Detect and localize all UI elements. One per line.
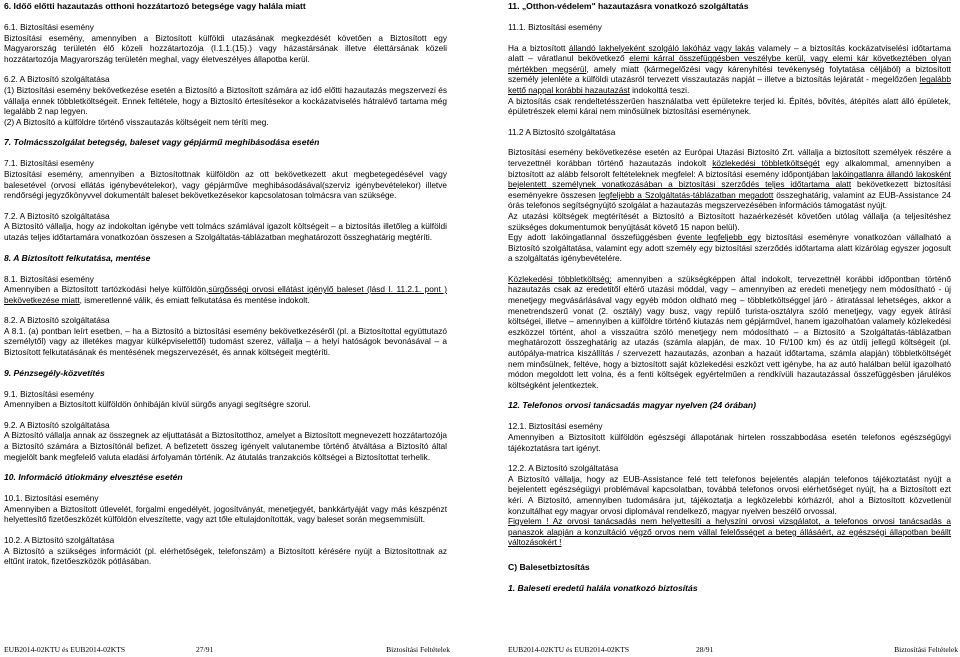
- section-8-1-text: Amennyiben a Biztosított tartózkodási helye külföldön,sürgősségi orvosi ellátást igénylő baleset (lásd I. 11.2.1. pont ) bekövetkezése miatt, ismeretlenné válik, és emiatt felkutatása és mentése indokolt.: [4, 284, 447, 305]
- section-12-2-text: A Biztosító vállalja, hogy az EUB-Assistance felé tett telefonos bejelentés alapján telefonos tájékoztatást nyújt a bejelentett egészségügyi problémával kapcsolatban, továbbá telefonos orvosi elérhetőséget nyújt, ha a Biztosított ezt kéri. A Biztosító, amennyiben tudomására jut, tájékoztatja a legközelebbi kórházról, ahol a Biztosított közvetlenül konzultálhat egy magyar orvosi diplomával rendelkező, magyar nyelven beszélő orvossal.: [508, 473, 951, 516]
- section-12-1-text: Amennyiben a Biztosított külföldön egészségi állapotának hirtelen rosszabbodása esetén telefonos egészségügyi tájékoztatásra tart igényt.: [508, 432, 951, 453]
- section-6-2-text2: (2) A Biztosító a külföldre történő visszautazás költségeit nem téríti meg.: [4, 116, 269, 127]
- section-6-1-title: 6.1. Biztosítási esemény: [4, 22, 94, 32]
- footer-right: [508, 644, 958, 656]
- section-10-1-title: 10.1. Biztosítási esemény: [4, 493, 99, 504]
- section-11-1-text: Ha a biztosított állandó lakhelyeként szolgáló lakóház vagy lakás valamely – a biztosítás kockázatviselési időtartama alatt – váratlanul bekövetkező elemi kárral összefüggésben veszélybe kerül, vagy elemi kár következtében olyan mértékben megsérül, amely miatt (kármegelőzési vagy kárenyhítési tevékenység folytatása céljából) a biztosított személy jelenléte a külföldi utazásról tervezett visszautazás napját – illetve a biztosítás lejáratát - megelőzően legalább kettő nappal korábbi hazautazást indokolttá teszi.: [508, 42, 952, 95]
- section-11-1-title: 11.1. Biztosítási esemény: [508, 22, 602, 32]
- footer-right-title: Biztosítási Feltételek: [894, 645, 958, 654]
- section-12-2-warning: Figyelem ! Az orvosi tanácsadás nem helyettesíti a helyszíni orvosi vizsgálatot, a telefonos orvosi tanácsadás a panaszok alapján a konzultáció végző orvos nem vállal felelősséget a beteg állásáért, az egészségi állapotban beállt változásokért !: [508, 516, 951, 548]
- section-11-2-para2: Az utazási költségek megtérítését a Biztosító a Biztosított hazaérkezését követően utólag vállalja (a teljesítéshez szükséges dokumentumok benyújtását követő 15 napon belül).: [508, 210, 951, 232]
- section-6-2-text: (1) Biztosítási esemény bekövetkezése esetén a Biztosító a Biztosított számára az idő előtti hazautazás megszervezi és vállalja ennek többletköltségeit. Ennek feltétele, hogy a Biztosító értesítésekor a kockázatviselés hátralévő tartama még legalább 2 nap legyen.: [4, 84, 447, 117]
- footer-left-code: EUB2014-02KTU és EUB2014-02KTS: [4, 645, 126, 654]
- section-6-2-title: 6.2. A Biztosító szolgáltatása: [4, 74, 110, 85]
- section-9-2-text: A Biztosító vállalja annak az összegnek az eljuttatását a Biztosítotthoz, amelyet a Biztosított megnevezett hozzátartozója a Biztosító számára a Biztosítónál befizet. A befizetett összeg igényelt valutanembe történő átváltása a Biztosító által megjelölt bank megfelelő valuta eladási árfolyamán történik. Az átutalás tranzakciós költségei a Biztosítottat terhelik.: [4, 430, 447, 462]
- right-page: [508, 0, 951, 594]
- section-7-2-text: A Biztosító vállalja, hogy az indokoltan igénybe vett tolmács számlával igazolt költségeit – a biztosítás illetőleg a külföldi utazás teljes időtartamára vonatkozóan összesen a Szolgáltatás-táblázatban meghatározott összeghatárig megtéríti.: [4, 221, 447, 242]
- section-c-heading: C) Balesetbiztosítás: [508, 561, 590, 572]
- section-11-1-text2: A biztosítás csak rendeltetésszerűen használatba vett épületekre terjed ki. Építés, bővítés, átépítés alatt álló épületek, épületrészek elemi kárai nem minősülnek biztosítási eseménynek.: [508, 95, 951, 117]
- section-11-heading: 11. „Otthon-védelem" hazautazásra vonatkozó szolgáltatás: [508, 1, 749, 11]
- section-11-2-para3: Egy adott lakóingatlannal összefüggésben évente legfeljebb egy biztosítási eseményre vonatkozóan vállalható a Biztosító szolgáltatása, valamint egy adott személy egy biztosítási szerződés időtartama alatt kizárólag egyszer jogosult a szolgáltatás igénybevételére.: [508, 232, 952, 264]
- section-10-2-title: 10.2. A Biztosító szolgáltatása: [4, 535, 115, 545]
- footer-left-page: 27/91: [196, 645, 214, 654]
- section-12-2-title: 12.2. A Biztosító szolgáltatása: [508, 463, 619, 474]
- section-11-2-para1: Biztosítási esemény bekövetkezése esetén az Európai Utazási Biztosító Zrt. vállalja a biztosított személyek részére a tervezettnél korábban történő hazautazás indokolt közlekedési többletköltségét egy alkalommal, amennyiben a biztosított az alább felsorolt feltételeknek megfelel: A biztosítási esemény időpontjában lakóingatlanra állandó lakosként bejelentett személynek vonatkozásában a biztosítási szerződés teljes időtartama alatt bekövetkezett biztosítási eseményekre összesen legfeljebb a Szolgáltatás-táblázatban megadott összeghatárig, valamint az EUB-Assistance 24 órás telefonos segítségnyújtó szolgálat a hazautazás megszervezésében információs támogatást nyújt.: [508, 147, 951, 211]
- section-11-2-para4: Közlekedési többletköltség: amennyiben a szükségképpen által indokolt, tervezettnél korábbi időpontban történő hazautazás csak az eredetitől eltérő utazási móddal, vagy – amennyiben az eredeti menetjegy nem módosítható - új menetjegy megvásárlásával vagy egyéb módon oldható meg – többletköltséggel járó - átiratással lehetséges, akkor a menetrendszerű vonat (2. osztály) vagy busz, vagy repülő turista-osztályra szóló menetjegy, vagy egyek átírási költségei, illetve – amennyiben a külföldre történő kiutazás nem gépjárművel, hanem igazolhatóan valamely közlekedési eszközzel történt, ahol a visszaútra szóló menetjegy nem módosítható – a Biztosító a Szolgáltatás-táblázatban meghatározott összeghatárig az utazás (számla alapján, de max. 10 Ft/100 km) és az útdíj jellegű költségeit (pl. autópálya-matrica kiszállítás / szervezett hazautazás, azonban a hazaút időtartama, számla alapján) többletköltségét nem minősülnek, feltéve, hogy a biztosított saját közlekedési eszközt vett igénybe, ha az autó halálban belül igazolható módon megoldott lett volna, és a fenti költségek egyértelműen a rendkívüli hazautazással összefüggésben járulékos költségként jelentkeztek.: [508, 273, 951, 390]
- left-page: [4, 0, 447, 567]
- section-7-1-text: Biztosítási esemény, amennyiben a Biztosítottnak külföldön az ott bekövetkezett akut megbetegedésével vagy balesetével (orvosi ellátás igénybevételekor), vagy gépjárműve meghibásodásával(szerviz igénybevételekor) illetve rendőrségi jegyzőkönyvvel dokumentált baleset bekövetkezésekor kapcsolatosan tolmácsra van szüksége.: [4, 168, 447, 201]
- section-8-2-text: A 8.1. (a) pontban leírt esetben, – ha a Biztosító a biztosítási esemény bekövetkezéséről (pl. a Biztosítottal együttutazó személytől) vagy az illetékes magyar külképviselettől) tudomást szerez, vállalja – a helyi hatóságok bevonásával – a Biztosított felkutatásának és mentésének megszervezését, és annak költségeit megtéríti.: [4, 325, 447, 358]
- section-12-1-title: 12.1. Biztosítási esemény: [508, 421, 603, 432]
- section-10-1-text: Amennyiben a Biztosított útlevelét, forgalmi engedélyét, jogosítványát, menetjegyét, bankkártyáját vagy más készpénzt helyettesítő fizetőeszközét külföldön elveszítette, vagy azt tőle eltulajdonították, vagy baleset során megsemmisült.: [4, 503, 447, 525]
- section-9-2-title: 9.2. A Biztosító szolgáltatása: [4, 419, 110, 430]
- footer-right-page: 28/91: [696, 645, 714, 654]
- section-9-1-text: Amennyiben a Biztosított külföldön önhibáján kívül sürgős anyagi segítségre szorul.: [4, 399, 311, 410]
- section-11-2-title: 11.2 A Biztosító szolgáltatása: [508, 126, 616, 137]
- section-7-heading: 7. Tolmácsszolgálat betegség, baleset vagy gépjármű meghibásodása esetén: [4, 137, 320, 148]
- section-9-1-title: 9.1. Biztosítási esemény: [4, 388, 94, 399]
- section-12-heading: 12. Telefonos orvosi tanácsadás magyar nyelven (24 órában): [508, 400, 757, 411]
- footer-right-code: EUB2014-02KTU és EUB2014-02KTS: [508, 645, 630, 654]
- section-9-heading: 9. Pénzsegély-közvetítés: [4, 367, 105, 378]
- section-c-1-heading: 1. Baleseti eredetű halála vonatkozó biztosítás: [508, 582, 698, 593]
- section-6-1-text: Biztosítási esemény, amennyiben a Biztosított külföldi utazásának megkezdését követően a Biztosított egy Magyarország területén élő közeli hozzátartozója (I.1.1.(15).) vagy házastársának illetve élettársának közeli hozzátartozója Magyarország területén meghal, vagy életveszélyes állapotba kerül.: [4, 32, 447, 64]
- section-10-2-text: A Biztosító a szükséges információt (pl. elérhetőségek, telefonszám) a Biztosított kérésére nyújt a Biztosítottnak az eltűnt iratok, fizetőeszközök pótlásában.: [4, 545, 447, 567]
- section-8-1-title: 8.1. Biztosítási esemény: [4, 273, 94, 284]
- section-10-heading: 10. Információ útiokmány elvesztése esetén: [4, 472, 183, 483]
- top-heading: 6. Időő előtti hazautazás otthoni hozzátartozó betegsége vagy halála miatt: [4, 1, 306, 11]
- section-8-heading: 8. A Biztosított felkutatása, mentése: [4, 252, 151, 263]
- section-7-2-title: 7.2. A Biztosító szolgáltatása: [4, 210, 110, 221]
- footer-left: [4, 644, 454, 656]
- section-8-2-title: 8.2. A Biztosító szolgáltatása: [4, 315, 110, 326]
- footer-left-title: Biztosítási Feltételek: [386, 645, 450, 654]
- section-7-1-title: 7.1. Biztosítási esemény: [4, 158, 94, 169]
